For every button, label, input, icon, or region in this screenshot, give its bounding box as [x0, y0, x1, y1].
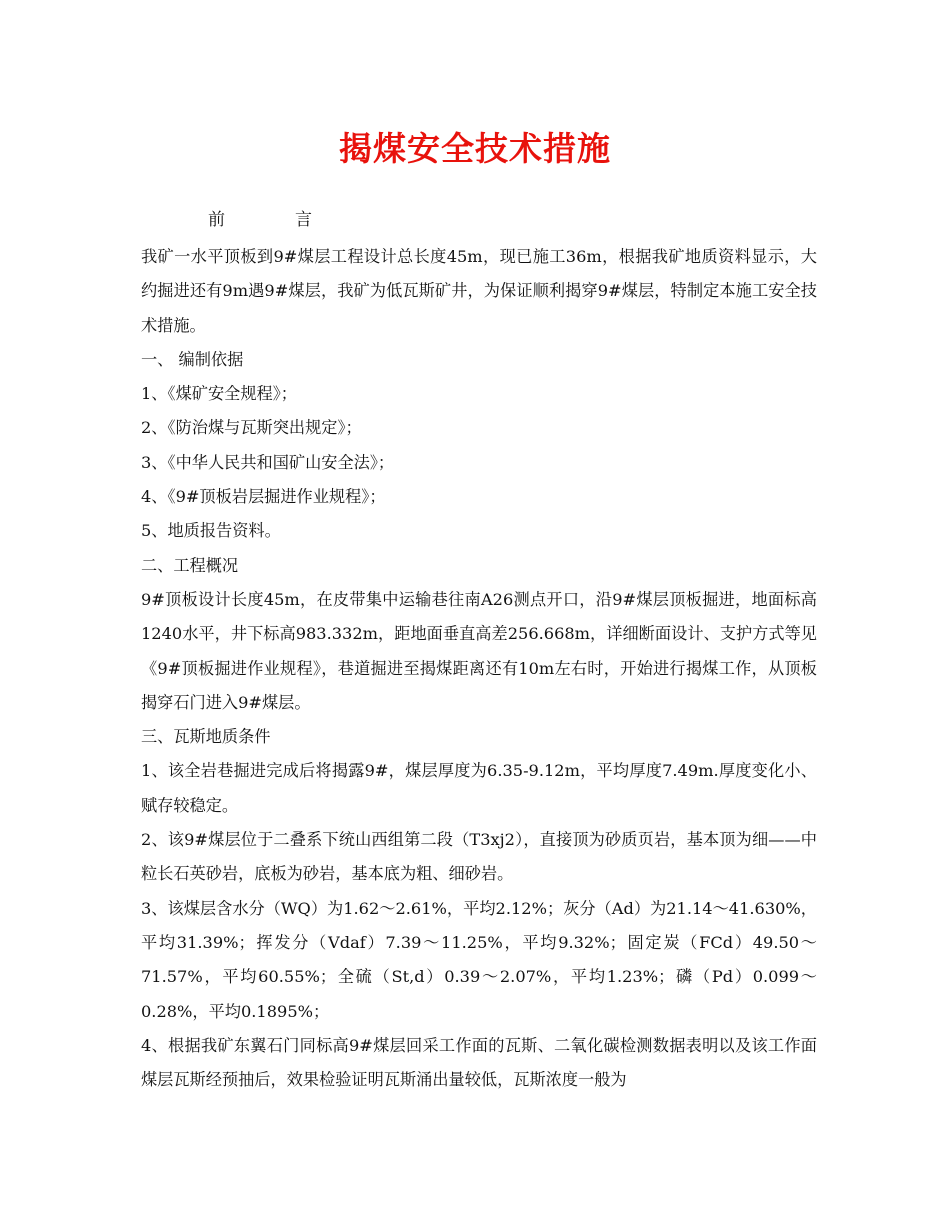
list-item: 2、《防治煤与瓦斯突出规定》； — [141, 418, 362, 438]
body-paragraph: 3、该煤层含水分（WQ）为1.62～2.61%，平均2.12%；灰分（Ad）为21.14～41.630%，平均31.39%；挥发分（Vdaf）7.39～11.25%，平均9.32%；固定炭（FCd）49.50～71.57%，平均60.55%；全硫（St,d）0.39～2.07%，平均1.23%；磷（Pd）0.099～0.28%，平均0.1895%； — [141, 898, 817, 1021]
body-paragraph: 4、根据我矿东翼石门同标高9#煤层回采工作面的瓦斯、二氧化碳检测数据表明以及该工作面煤层瓦斯经预抽后，效果检验证明瓦斯涌出量较低，瓦斯浓度一般为 — [141, 1035, 817, 1090]
list-item: 3、《中华人民共和国矿山安全法》； — [141, 452, 395, 472]
body-paragraph: 2、该9#煤层位于二叠系下统山西组第二段（T3xj2），直接顶为砂质页岩，基本顶为细——中粒长石英砂岩，底板为砂岩，基本底为粗、细砂岩。 — [141, 830, 817, 884]
list-item: 5、地质报告资料。 — [141, 521, 281, 541]
section-heading: 二、工程概况 — [141, 555, 239, 575]
document-body — [141, 240, 817, 1097]
section-heading: 三、瓦斯地质条件 — [141, 727, 271, 747]
document-title: 揭煤安全技术措施 — [339, 129, 611, 168]
list-item: 4、《9#顶板岩层掘进作业规程》； — [141, 487, 386, 507]
body-paragraph: 1、该全岩巷掘进完成后将揭露9#，煤层厚度为6.35-9.12m，平均厚度7.49m.厚度变化小、赋存较稳定。 — [141, 761, 817, 815]
section-heading: 一、 编制依据 — [141, 349, 244, 369]
preface-heading: 前言 — [208, 210, 382, 230]
list-item: 1、《煤矿安全规程》； — [141, 384, 297, 404]
intro-paragraph: 我矿一水平顶板到9#煤层工程设计总长度45m，现已施工36m，根据我矿地质资料显示，大约掘进还有9m遇9#煤层，我矿为低瓦斯矿井，为保证顺利揭穿9#煤层，特制定本施工安全技术措施。 — [141, 247, 817, 335]
body-paragraph: 9#顶板设计长度45m，在皮带集中运输巷往南A26测点开口，沿9#煤层顶板掘进，地面标高1240水平，井下标高983.332m，距地面垂直高差256.668m，详细断面设计、支护方式等见《9#顶板掘进作业规程》，巷道掘进至揭煤距离还有10m左右时，开始进行揭煤工作，从顶板揭穿石门进入9#煤层。 — [141, 589, 817, 712]
